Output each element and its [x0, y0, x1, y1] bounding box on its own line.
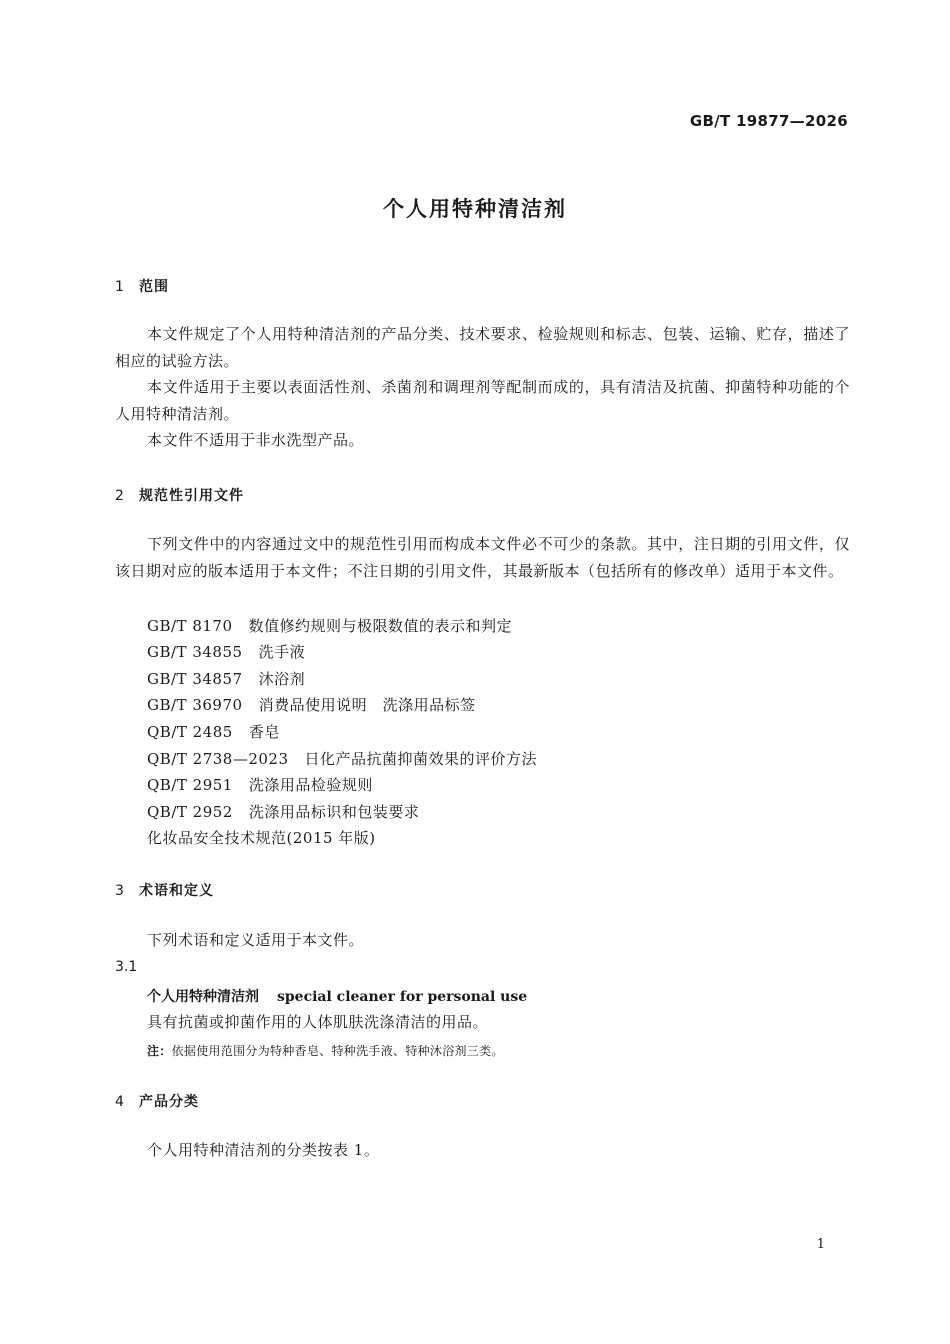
reference-item [147, 748, 537, 769]
reference-item [147, 721, 280, 742]
reference-item-extra: 化妆品安全技术规范(2015 年版) [147, 829, 376, 847]
section-number: 3 [115, 883, 125, 899]
page-number: 1 [816, 1237, 825, 1252]
reference-code: QB/T 2485 [147, 723, 233, 741]
reference-item [147, 774, 373, 795]
reference-code: GB/T 8170 [147, 617, 233, 635]
reference-name: 洗手液 [258, 643, 306, 661]
reference-name: 沐浴剂 [258, 670, 306, 688]
reference-item [147, 641, 305, 662]
section-1-paragraph-1: 本文件规定了个人用特种清洁剂的产品分类、技术要求、检验规则和标志、包装、运输、贮存，描述了相应的试验方法。 [115, 325, 850, 370]
section-4-heading [115, 1091, 199, 1111]
section-1-heading [115, 276, 169, 296]
reference-code: QB/T 2951 [147, 776, 233, 794]
section-3-intro: 下列术语和定义适用于本文件。 [147, 931, 365, 949]
term-title-en: special cleaner for personal use [277, 989, 528, 1005]
reference-code: GB/T 34855 [147, 643, 243, 661]
reference-name: 消费品使用说明 洗涤用品标签 [258, 696, 476, 714]
reference-item [147, 694, 476, 715]
section-title: 规范性引用文件 [139, 488, 244, 504]
section-1-paragraph-2: 本文件适用于主要以表面活性剂、杀菌剂和调理剂等配制而成的，具有清洁及抗菌、抑菌特种功能的个人用特种清洁剂。 [115, 378, 850, 423]
reference-name: 洗涤用品检验规则 [248, 776, 373, 794]
note-label: 注： [147, 1044, 172, 1058]
section-2-heading [115, 485, 244, 505]
reference-item [147, 801, 419, 822]
reference-name: 香皂 [248, 723, 280, 741]
reference-name: 洗涤用品标识和包装要求 [248, 803, 420, 821]
reference-code: QB/T 2738—2023 [147, 750, 289, 768]
section-1-paragraph-3: 本文件不适用于非水洗型产品。 [147, 431, 365, 449]
section-title: 术语和定义 [139, 883, 214, 899]
term-note [147, 1042, 504, 1059]
reference-code: GB/T 34857 [147, 670, 243, 688]
section-number: 2 [115, 488, 125, 504]
section-number: 4 [115, 1094, 125, 1110]
section-4-intro: 个人用特种清洁剂的分类按表 1。 [147, 1141, 380, 1159]
term-title [147, 986, 527, 1006]
section-2-intro: 下列文件中的内容通过文中的规范性引用而构成本文件必不可少的条款。其中，注日期的引用文件，仅该日期对应的版本适用于本文件；不注日期的引用文件，其最新版本（包括所有的修改单）适用于本文件。 [115, 535, 850, 580]
section-title: 范围 [139, 279, 169, 295]
standard-code: GB/T 19877—2026 [689, 112, 848, 130]
reference-name: 日化产品抗菌抑菌效果的评价方法 [304, 750, 538, 768]
section-title: 产品分类 [139, 1094, 199, 1110]
reference-code: QB/T 2952 [147, 803, 233, 821]
term-definition: 具有抗菌或抑菌作用的人体肌肤洗涤清洁的用品。 [147, 1013, 489, 1031]
note-text: 依据使用范围分为特种香皂、特种洗手液、特种沐浴剂三类。 [171, 1044, 504, 1058]
term-title-cn: 个人用特种清洁剂 [147, 989, 259, 1005]
document-title: 个人用特种清洁剂 [383, 197, 567, 221]
term-number: 3.1 [115, 959, 138, 975]
section-number: 1 [115, 279, 125, 295]
reference-name: 数值修约规则与极限数值的表示和判定 [248, 617, 513, 635]
reference-item [147, 668, 305, 689]
reference-item [147, 615, 512, 636]
section-3-heading [115, 880, 214, 900]
reference-code: GB/T 36970 [147, 696, 243, 714]
